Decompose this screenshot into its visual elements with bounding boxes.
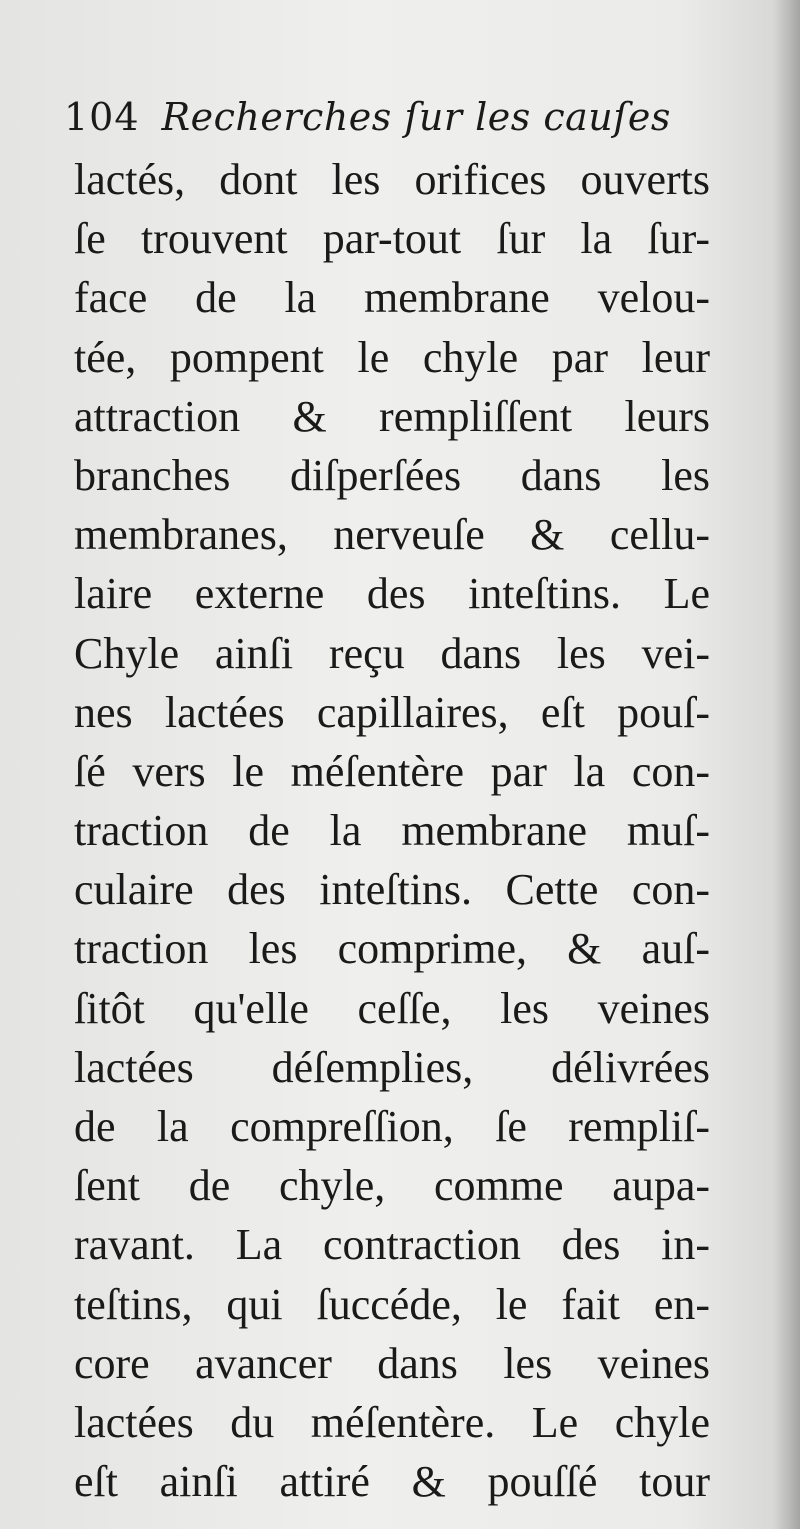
- text-line: ravant. La contraction des in-: [74, 1220, 710, 1270]
- text-line: laire externe des inteſtins. Le: [74, 569, 710, 619]
- text-line: tée, pompent le chyle par leur: [74, 332, 710, 382]
- text-line: branches diſperſées dans les: [74, 450, 710, 500]
- text-line: nes lactées capillaires, eſt pouſ-: [74, 687, 710, 737]
- text-line: culaire des inteſtins. Cette con-: [74, 865, 710, 915]
- page-gutter-shadow: [772, 0, 800, 1529]
- running-head-title: Recherches ſur les cauſes: [161, 95, 671, 139]
- text-line: lactées déſemplies, délivrées: [74, 1042, 710, 1092]
- running-head: [64, 92, 704, 142]
- body-text: [74, 150, 710, 1511]
- text-line: membranes, nerveuſe & cellu-: [74, 510, 710, 560]
- text-line: traction les comprime, & auſ-: [74, 924, 710, 974]
- text-line: Chyle ainſi reçu dans les vei-: [74, 628, 710, 678]
- text-line: ſent de chyle, comme aupa-: [74, 1161, 710, 1211]
- page-number: 104: [64, 95, 140, 139]
- text-line: lactés, dont les orifices ouverts: [74, 155, 710, 204]
- text-line: ſitôt qu'elle ceſſe, les veines: [74, 983, 710, 1033]
- text-line: lactées du méſentère. Le chyle: [74, 1397, 710, 1447]
- text-line: de la compreſſion, ſe rempliſ-: [74, 1102, 710, 1151]
- text-line: ſe trouvent par-tout ſur la ſur-: [74, 214, 710, 264]
- text-line: teſtins, qui ſuccéde, le fait en-: [74, 1279, 710, 1329]
- text-line: attraction & rempliſſent leurs: [74, 391, 710, 441]
- text-line: face de la membrane velou-: [74, 273, 710, 323]
- text-line: core avancer dans les veines: [74, 1338, 710, 1388]
- text-line: eſt ainſi attiré & pouſſé tour: [74, 1457, 710, 1507]
- text-line: ſé vers le méſentère par la con-: [74, 746, 710, 796]
- text-line: traction de la membrane muſ-: [74, 806, 710, 856]
